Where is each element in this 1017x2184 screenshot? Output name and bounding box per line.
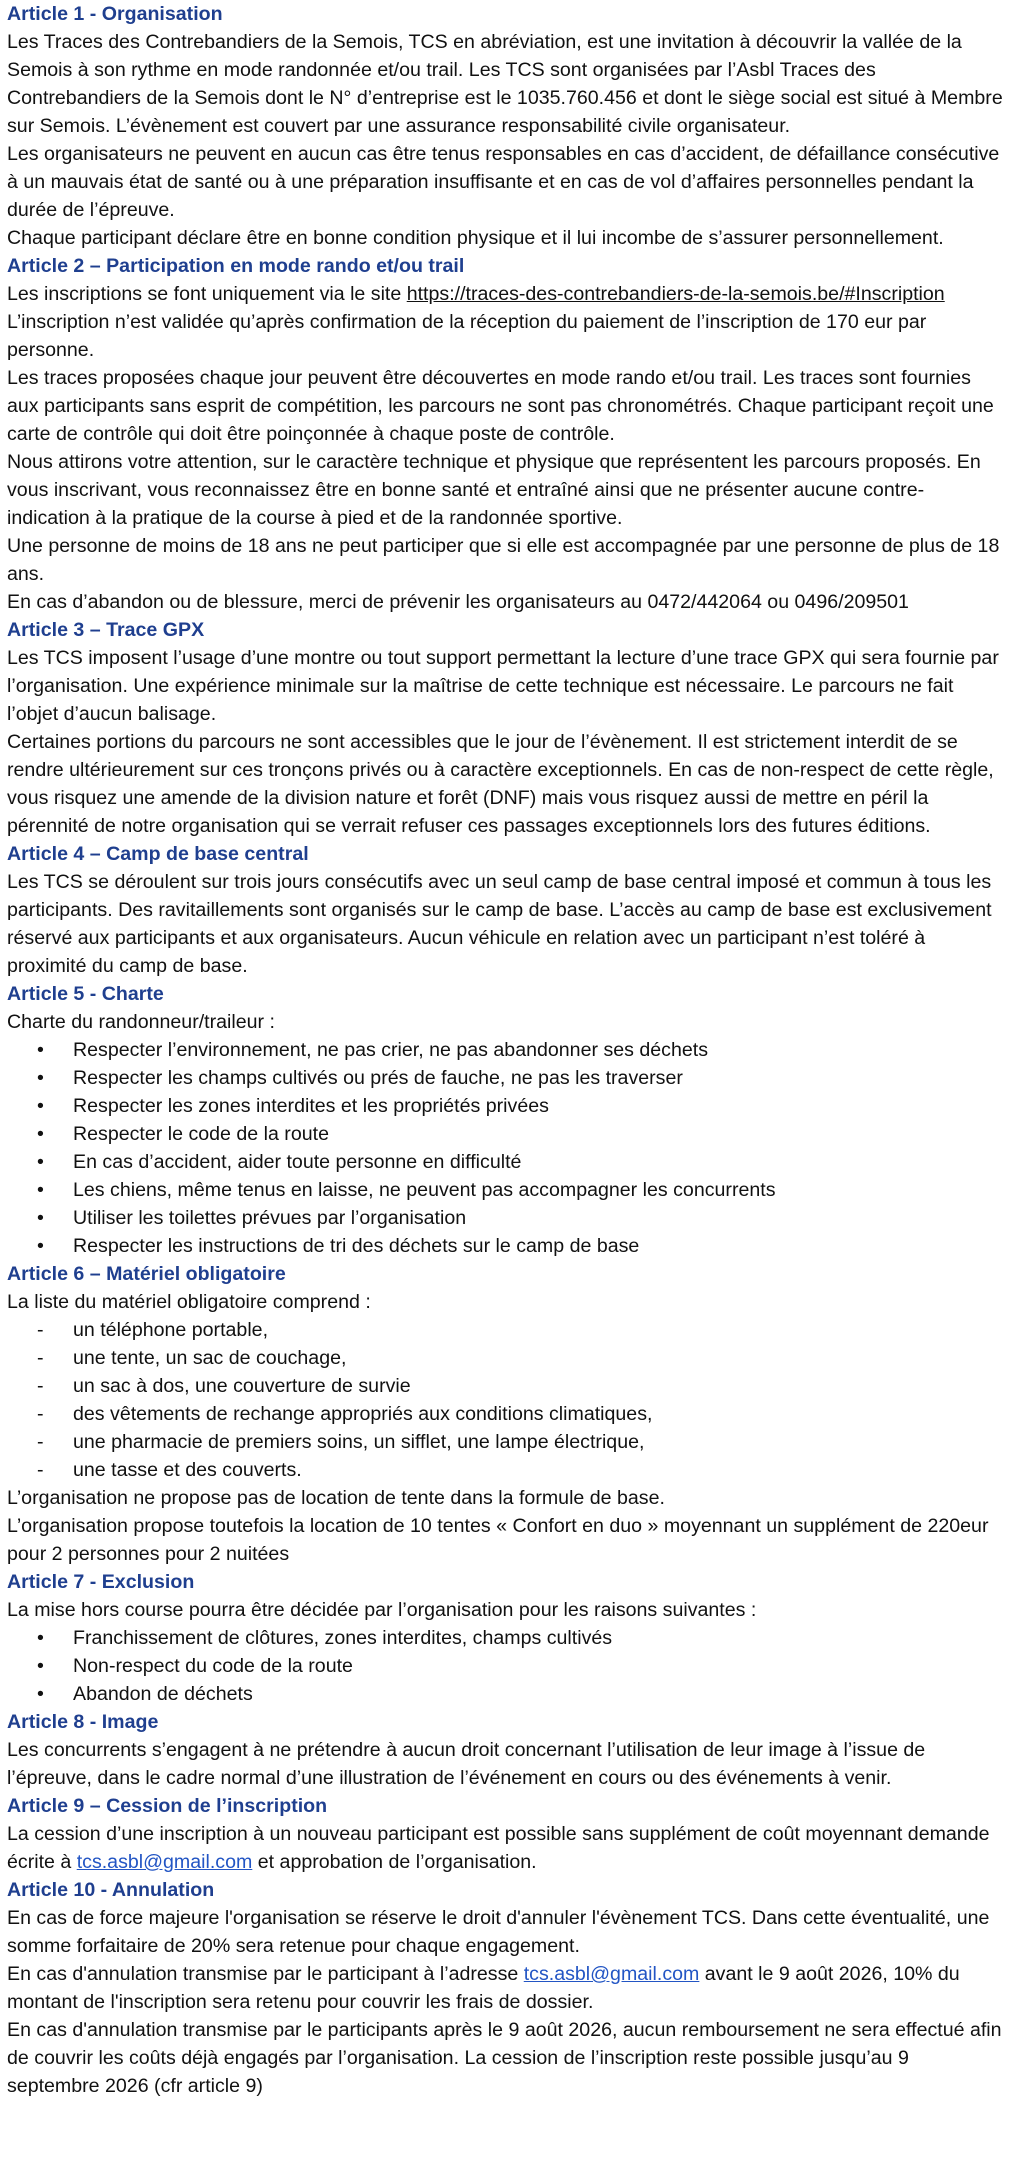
list-item-text: une tente, un sac de couchage, <box>73 1347 347 1369</box>
article-3-paragraph-2: Certaines portions du parcours ne sont accessibles que le jour de l’évènement. Il est strictement interdit de se rendre ultérieurement sur ces tronçons privés ou à caractère exceptionnels. En cas de non-respect de cette règle, vous risquez une amende de la division nature et forêt (DNF) mais vous risquez aussi de mettre en péril la pérennité de notre organisation qui se verrait refuser ces passages exceptionnels lors des futures éditions. <box>7 731 994 837</box>
list-item-text: Respecter l’environnement, ne pas crier, ne pas abandonner ses déchets <box>73 1039 709 1061</box>
article-9-title: Article 9 – Cession de l’inscription <box>7 1795 328 1817</box>
article-7-intro: La mise hors course pourra être décidée par l’organisation pour les raisons suivantes : <box>7 1599 757 1621</box>
article-4-title: Article 4 – Camp de base central <box>7 843 309 865</box>
list-item-text: Les chiens, même tenus en laisse, ne peuvent pas accompagner les concurrents <box>73 1179 776 1201</box>
list-item <box>7 1652 1005 1680</box>
list-item <box>7 1232 1005 1260</box>
dash-marker: - <box>37 1375 44 1397</box>
list-item-text: des vêtements de rechange appropriés aux conditions climatiques, <box>73 1403 653 1425</box>
bullet-marker: • <box>37 1039 44 1061</box>
article-6-title: Article 6 – Matériel obligatoire <box>7 1263 286 1285</box>
list-item <box>7 1120 1005 1148</box>
dash-marker: - <box>37 1319 44 1341</box>
dash-marker: - <box>37 1403 44 1425</box>
list-item-text: Respecter le code de la route <box>73 1123 329 1145</box>
article-1-paragraph-3: Chaque participant déclare être en bonne condition physique et il lui incombe de s’assurer personnellement. <box>7 227 944 249</box>
list-item <box>7 1680 1005 1708</box>
article-2-paragraph-1 <box>7 280 1005 308</box>
list-item <box>7 1428 1005 1456</box>
list-item <box>7 1064 1005 1092</box>
list-item <box>7 1092 1005 1120</box>
list-item-text: un sac à dos, une couverture de survie <box>73 1375 411 1397</box>
article-1-paragraph-2: Les organisateurs ne peuvent en aucun cas être tenus responsables en cas d’accident, de défaillance consécutive à un mauvais état de santé ou à une préparation insuffisante et en cas de vol d’affaires personnelles pendant la durée de l’épreuve. <box>7 143 1000 221</box>
list-item <box>7 1316 1005 1344</box>
article-10-paragraph-2 <box>7 1960 1005 2016</box>
article-3-title: Article 3 – Trace GPX <box>7 619 205 641</box>
article-9-text-before: La cession d’une inscription à un nouveau participant est possible sans supplément de coût moyennant demande écrite à <box>7 1823 990 1873</box>
list-item <box>7 1400 1005 1428</box>
bullet-marker: • <box>37 1683 44 1705</box>
article-2-paragraph-4: Nous attirons votre attention, sur le caractère technique et physique que représentent les parcours proposés. En vous inscrivant, vous reconnaissez être en bonne santé et entraîné ainsi que ne présenter aucune contre-indication à la pratique de la course à pied et de la randonnée sportive. <box>7 451 981 529</box>
article-8-paragraph-1: Les concurrents s’engagent à ne prétendre à aucun droit concernant l’utilisation de leur image à l’issue de l’épreuve, dans le cadre normal d’une illustration de l’événement en cours ou des événements à venir. <box>7 1739 926 1789</box>
article-6 <box>7 1260 1005 1568</box>
article-7 <box>7 1568 1005 1708</box>
article-6-paragraph-1: L’organisation ne propose pas de location de tente dans la formule de base. <box>7 1487 665 1509</box>
article-1 <box>7 0 1005 252</box>
article-9-text-after: et approbation de l’organisation. <box>252 1851 537 1873</box>
article-2-paragraph-3: Les traces proposées chaque jour peuvent être découvertes en mode rando et/ou trail. Les traces sont fournies aux participants sans esprit de compétition, les parcours ne sont pas chronométrés. Chaque participant reçoit une carte de contrôle qui doit être poinçonnée à chaque poste de contrôle. <box>7 367 994 445</box>
article-2-paragraph-5: Une personne de moins de 18 ans ne peut participer que si elle est accompagnée par une personne de plus de 18 ans. <box>7 535 1000 585</box>
article-8 <box>7 1708 1005 1792</box>
list-item-text: Franchissement de clôtures, zones interdites, champs cultivés <box>73 1627 613 1649</box>
list-item-text: Abandon de déchets <box>73 1683 253 1705</box>
article-1-title: Article 1 - Organisation <box>7 3 223 25</box>
bullet-marker: • <box>37 1095 44 1117</box>
article-5-title: Article 5 - Charte <box>7 983 164 1005</box>
email-link[interactable]: tcs.asbl@gmail.com <box>76 1851 253 1873</box>
article-2-title: Article 2 – Participation en mode rando et/ou trail <box>7 255 465 277</box>
list-item-text: un téléphone portable, <box>73 1319 269 1341</box>
dash-marker: - <box>37 1431 44 1453</box>
article-9 <box>7 1792 1005 1876</box>
article-4 <box>7 840 1005 980</box>
bullet-marker: • <box>37 1655 44 1677</box>
list-item <box>7 1372 1005 1400</box>
list-item <box>7 1204 1005 1232</box>
bullet-marker: • <box>37 1235 44 1257</box>
article-10-title: Article 10 - Annulation <box>7 1879 215 1901</box>
list-item-text: Non-respect du code de la route <box>73 1655 353 1677</box>
dash-marker: - <box>37 1347 44 1369</box>
article-9-paragraph-1 <box>7 1820 1005 1876</box>
list-item-text: Respecter les zones interdites et les propriétés privées <box>73 1095 549 1117</box>
charter-list <box>7 1036 1005 1260</box>
article-10-paragraph-1: En cas de force majeure l'organisation se réserve le droit d'annuler l'évènement TCS. Dans cette éventualité, une somme forfaitaire de 20% sera retenue pour chaque engagement. <box>7 1907 990 1957</box>
list-item <box>7 1148 1005 1176</box>
article-5 <box>7 980 1005 1260</box>
article-10 <box>7 1876 1005 2100</box>
equipment-list <box>7 1316 1005 1484</box>
article-10-text-before: En cas d'annulation transmise par le participant à l’adresse <box>7 1963 524 1985</box>
list-item-text: En cas d’accident, aider toute personne en difficulté <box>73 1151 522 1173</box>
exclusion-list <box>7 1624 1005 1708</box>
article-5-intro: Charte du randonneur/traileur : <box>7 1011 275 1033</box>
list-item <box>7 1624 1005 1652</box>
list-item-text: Respecter les instructions de tri des déchets sur le camp de base <box>73 1235 640 1257</box>
list-item-text: une pharmacie de premiers soins, un sifflet, une lampe électrique, <box>73 1431 645 1453</box>
article-10-text-after: avant le 9 août 2026, 10% du montant de l'inscription sera retenu pour couvrir les frais de dossier. <box>7 1963 960 2013</box>
article-6-intro: La liste du matériel obligatoire comprend : <box>7 1291 371 1313</box>
article-4-paragraph-1: Les TCS se déroulent sur trois jours consécutifs avec un seul camp de base central imposé et commun à tous les participants. Des ravitaillements sont organisés sur le camp de base. L’accès au camp de base est exclusivement réservé aux participants et aux organisateurs. Aucun véhicule en relation avec un participant n’est toléré à proximité du camp de base. <box>7 871 992 977</box>
article-6-paragraph-2: L’organisation propose toutefois la location de 10 tentes « Confort en duo » moyennant un supplément de 220eur pour 2 personnes pour 2 nuitées <box>7 1515 989 1565</box>
bullet-marker: • <box>37 1123 44 1145</box>
article-8-title: Article 8 - Image <box>7 1711 159 1733</box>
bullet-marker: • <box>37 1627 44 1649</box>
list-item <box>7 1036 1005 1064</box>
bullet-marker: • <box>37 1151 44 1173</box>
article-3 <box>7 616 1005 840</box>
bullet-marker: • <box>37 1207 44 1229</box>
list-item-text: Utiliser les toilettes prévues par l’organisation <box>73 1207 467 1229</box>
article-1-paragraph-1: Les Traces des Contrebandiers de la Semois, TCS en abréviation, est une invitation à découvrir la vallée de la Semois à son rythme en mode randonnée et/ou trail. Les TCS sont organisées par l’Asbl Traces des Contrebandiers de la Semois dont le N° d’entreprise est le 1035.760.456 et dont le siège social est situé à Membre sur Semois. L’évènement est couvert par une assurance responsabilité civile organisateur. <box>7 31 1003 137</box>
bullet-marker: • <box>37 1067 44 1089</box>
article-7-title: Article 7 - Exclusion <box>7 1571 195 1593</box>
email-link[interactable]: tcs.asbl@gmail.com <box>523 1963 700 1985</box>
article-2-paragraph-1-text: Les inscriptions se font uniquement via le site <box>7 283 407 305</box>
article-2 <box>7 252 1005 616</box>
list-item-text: Respecter les champs cultivés ou prés de fauche, ne pas les traverser <box>73 1067 683 1089</box>
bullet-marker: • <box>37 1179 44 1201</box>
list-item <box>7 1456 1005 1484</box>
article-2-paragraph-2: L’inscription n’est validée qu’après confirmation de la réception du paiement de l’inscription de 170 eur par personne. <box>7 311 927 361</box>
article-3-paragraph-1: Les TCS imposent l’usage d’une montre ou tout support permettant la lecture d’une trace GPX qui sera fournie par l’organisation. Une expérience minimale sur la maîtrise de cette technique est nécessaire. Le parcours ne fait l’objet d’aucun balisage. <box>7 647 999 725</box>
dash-marker: - <box>37 1459 44 1481</box>
list-item-text: une tasse et des couverts. <box>73 1459 302 1481</box>
article-10-paragraph-3: En cas d'annulation transmise par le participants après le 9 août 2026, aucun remboursement ne sera effectué afin de couvrir les coûts déjà engagés par l’organisation. La cession de l’inscription reste possible jusqu’au 9 septembre 2026 (cfr article 9) <box>7 2019 1002 2097</box>
registration-link[interactable]: https://traces-des-contrebandiers-de-la-semois.be/#Inscription <box>406 283 945 305</box>
article-2-paragraph-6: En cas d’abandon ou de blessure, merci de prévenir les organisateurs au 0472/442064 ou 0496/209501 <box>7 591 909 613</box>
list-item <box>7 1344 1005 1372</box>
list-item <box>7 1176 1005 1204</box>
